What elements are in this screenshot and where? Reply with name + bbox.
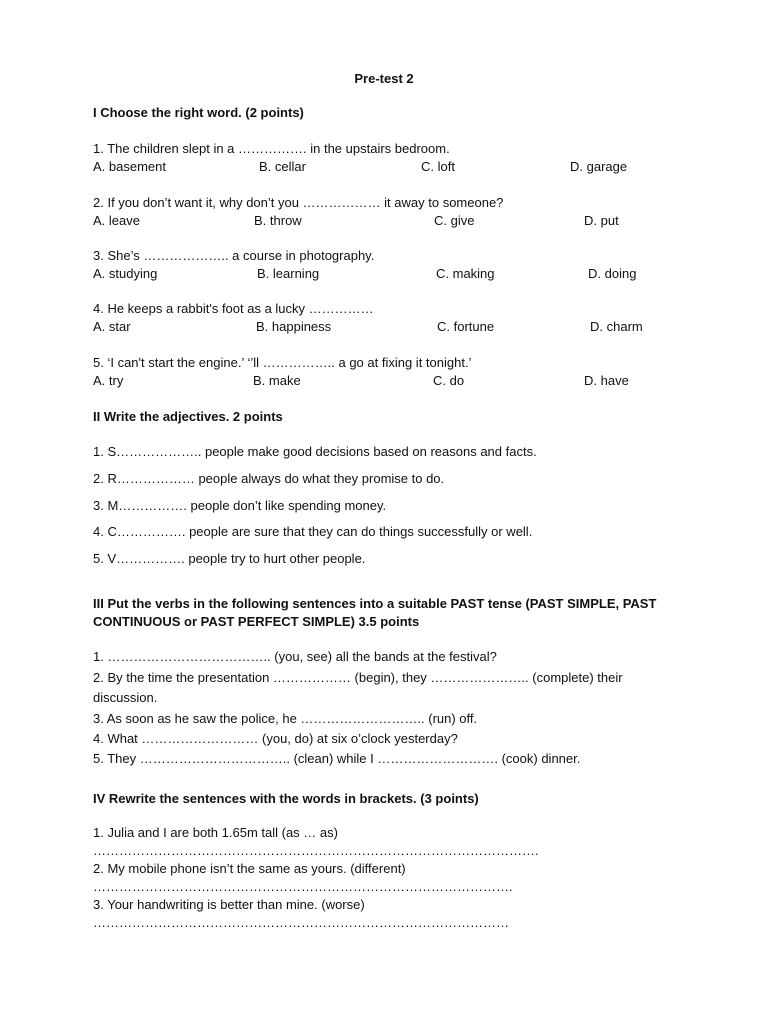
s1-q2-option-c: C. give	[434, 213, 475, 228]
s3-line-6: 5. They …………………………….. (clean) while I ………………………. (cook) dinner.	[93, 751, 581, 766]
s1-q1-option-b: B. cellar	[259, 159, 306, 174]
s2-item-5: 5. V……………. people try to hurt other people.	[93, 551, 366, 566]
s2-item-3: 3. M……………. people don’t like spending money.	[93, 498, 387, 513]
section-3-heading-line-1: III Put the verbs in the following sentences into a suitable PAST tense (PAST SIMPLE, PAST	[93, 596, 657, 611]
s1-q4-option-d: D. charm	[590, 319, 643, 334]
s4-line-3: 3. Your handwriting is better than mine. (worse)	[93, 897, 365, 912]
s4-line-1: 1. Julia and I are both 1.65m tall (as … as)	[93, 825, 338, 840]
s1-q3-option-c: C. making	[436, 266, 495, 281]
s1-q4-option-c: C. fortune	[437, 319, 495, 334]
s1-q1-option-a: A. basement	[93, 159, 166, 174]
s4-answer-line-1: ………………………………………………………………………………………….	[93, 843, 539, 858]
s2-item-4: 4. C……………. people are sure that they can do things successfully or well.	[93, 524, 533, 539]
s1-q2-option-d: D. put	[584, 213, 619, 228]
s1-q2-option-b: B. throw	[254, 213, 302, 228]
s3-line-2: 2. By the time the presentation ……………… (begin), they ………………….. (complete) their	[93, 670, 623, 685]
s3-line-4: 3. As soon as he saw the police, he ……………………….. (run) off.	[93, 711, 478, 726]
s1-question-2: 2. If you don’t want it, why don’t you ……………… it away to someone?	[93, 195, 504, 210]
s3-line-3: discussion.	[93, 690, 158, 705]
s2-item-2: 2. R……………… people always do what they promise to do.	[93, 471, 445, 486]
s1-question-3: 3. She’s ……………….. a course in photography.	[93, 248, 375, 263]
s2-item-1: 1. S……………….. people make good decisions based on reasons and facts.	[93, 444, 537, 459]
s1-question-5: 5. ‘I can't start the engine.’ ‘’ll …………….. a go at fixing it tonight.’	[93, 355, 472, 370]
s3-line-1: 1. ……………………………….. (you, see) all the bands at the festival?	[93, 649, 497, 664]
s3-line-5: 4. What ……………………… (you, do) at six o’clock yesterday?	[93, 731, 458, 746]
s1-q5-option-b: B. make	[253, 373, 301, 388]
s1-q1-option-c: C. loft	[421, 159, 455, 174]
s4-answer-line-3: ……………………………………………………………………………………	[93, 915, 509, 930]
s4-answer-line-2: …………………………………………………………………………………….	[93, 879, 513, 894]
s1-question-4: 4. He keeps a rabbit's foot as a lucky ……………	[93, 301, 374, 316]
s1-q5-option-a: A. try	[93, 373, 124, 388]
s4-line-2: 2. My mobile phone isn’t the same as yours. (different)	[93, 861, 406, 876]
s1-q4-option-a: A. star	[93, 319, 131, 334]
s1-q2-option-a: A. leave	[93, 213, 140, 228]
section-2-heading: II Write the adjectives. 2 points	[93, 409, 283, 424]
section-3-heading-line-2: CONTINUOUS or PAST PERFECT SIMPLE) 3.5 points	[93, 614, 420, 629]
s1-q3-option-d: D. doing	[588, 266, 637, 281]
s1-q3-option-a: A. studying	[93, 266, 158, 281]
s1-question-1: 1. The children slept in a ……………. in the upstairs bedroom.	[93, 141, 450, 156]
s1-q5-option-c: C. do	[433, 373, 465, 388]
section-4-heading: IV Rewrite the sentences with the words in brackets. (3 points)	[93, 791, 479, 806]
page-title: Pre-test 2	[354, 71, 414, 86]
section-1-heading: I Choose the right word. (2 points)	[93, 105, 304, 120]
s1-q1-option-d: D. garage	[570, 159, 628, 174]
s1-q3-option-b: B. learning	[257, 266, 320, 281]
s1-q5-option-d: D. have	[584, 373, 629, 388]
s1-q4-option-b: B. happiness	[256, 319, 332, 334]
